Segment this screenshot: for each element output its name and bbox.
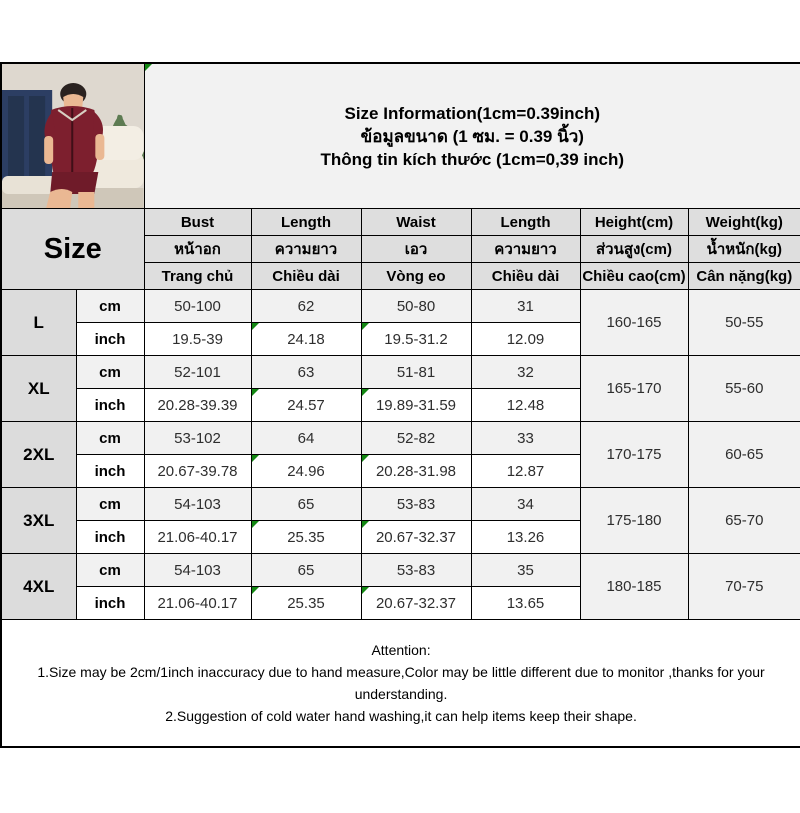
cell-value: 35	[471, 554, 580, 587]
cell-value: 32	[471, 356, 580, 389]
col-header-length1-th: ความยาว	[251, 236, 361, 263]
cell-value: 33	[471, 422, 580, 455]
cell-value: 20.67-32.37	[361, 587, 471, 620]
cell-value: 21.06-40.17	[144, 521, 251, 554]
cell-weight: 50-55	[688, 290, 800, 356]
attention-note	[1, 620, 800, 748]
cell-value: 24.18	[251, 323, 361, 356]
cell-weight: 60-65	[688, 422, 800, 488]
cell-value: 62	[251, 290, 361, 323]
table-row	[1, 554, 800, 587]
col-header-length1-vi: Chiều dài	[251, 263, 361, 290]
table-row	[1, 488, 800, 521]
bottom-margin	[0, 748, 800, 813]
cell-height: 170-175	[580, 422, 688, 488]
cell-value: 24.57	[251, 389, 361, 422]
size-information-title	[144, 63, 800, 209]
unit-cm: cm	[76, 356, 144, 389]
header-row-en	[1, 209, 800, 236]
table-row	[1, 290, 800, 323]
cell-value: 19.5-31.2	[361, 323, 471, 356]
cell-value: 53-83	[361, 488, 471, 521]
unit-inch: inch	[76, 455, 144, 488]
attention-line-2: 2.Suggestion of cold water hand washing,it can help items keep their shape.	[2, 705, 800, 727]
attention-line-1: 1.Size may be 2cm/1inch inaccuracy due to hand measure,Color may be little different due to monitor ,thanks for your understanding.	[2, 661, 800, 705]
cell-value: 65	[251, 488, 361, 521]
cell-value: 21.06-40.17	[144, 587, 251, 620]
size-chart-table	[0, 62, 800, 748]
title-row	[1, 63, 800, 209]
col-header-weight-en: Weight(kg)	[688, 209, 800, 236]
col-header-height-vi: Chiều cao(cm)	[580, 263, 688, 290]
title-line-th: ข้อมูลขนาด (1 ซม. = 0.39 นิ้ว)	[145, 125, 800, 148]
col-header-length1-en: Length	[251, 209, 361, 236]
cell-height: 160-165	[580, 290, 688, 356]
table-row	[1, 422, 800, 455]
size-label-2xl: 2XL	[1, 422, 76, 488]
col-header-length2-vi: Chiều dài	[471, 263, 580, 290]
unit-inch: inch	[76, 587, 144, 620]
cell-value: 31	[471, 290, 580, 323]
cell-value: 13.65	[471, 587, 580, 620]
cell-value: 52-82	[361, 422, 471, 455]
product-photo	[1, 63, 144, 209]
attention-heading: Attention:	[2, 639, 800, 661]
unit-cm: cm	[76, 554, 144, 587]
size-label-l: L	[1, 290, 76, 356]
cell-height: 175-180	[580, 488, 688, 554]
cell-value: 65	[251, 554, 361, 587]
size-label-xl: XL	[1, 356, 76, 422]
cell-value: 24.96	[251, 455, 361, 488]
size-header: Size	[1, 209, 144, 290]
unit-cm: cm	[76, 488, 144, 521]
unit-inch: inch	[76, 521, 144, 554]
cell-value: 25.35	[251, 587, 361, 620]
cell-value: 63	[251, 356, 361, 389]
unit-cm: cm	[76, 422, 144, 455]
cell-value: 13.26	[471, 521, 580, 554]
col-header-height-en: Height(cm)	[580, 209, 688, 236]
unit-cm: cm	[76, 290, 144, 323]
col-header-bust-en: Bust	[144, 209, 251, 236]
cell-value: 52-101	[144, 356, 251, 389]
cell-value: 20.28-31.98	[361, 455, 471, 488]
cell-value: 12.48	[471, 389, 580, 422]
cell-value: 51-81	[361, 356, 471, 389]
cell-value: 54-103	[144, 488, 251, 521]
top-margin	[0, 0, 800, 62]
cell-value: 12.87	[471, 455, 580, 488]
cell-weight: 65-70	[688, 488, 800, 554]
cell-value: 20.67-39.78	[144, 455, 251, 488]
cell-weight: 55-60	[688, 356, 800, 422]
size-label-3xl: 3XL	[1, 488, 76, 554]
cell-value: 50-80	[361, 290, 471, 323]
cell-value: 54-103	[144, 554, 251, 587]
col-header-weight-vi: Cân nặng(kg)	[688, 263, 800, 290]
cell-value: 20.67-32.37	[361, 521, 471, 554]
col-header-length2-th: ความยาว	[471, 236, 580, 263]
cell-value: 12.09	[471, 323, 580, 356]
col-header-weight-th: น้ำหนัก(kg)	[688, 236, 800, 263]
cell-value: 64	[251, 422, 361, 455]
col-header-waist-th: เอว	[361, 236, 471, 263]
col-header-height-th: ส่วนสูง(cm)	[580, 236, 688, 263]
col-header-bust-vi: Trang chủ	[144, 263, 251, 290]
title-line-vi: Thông tin kích thước (1cm=0,39 inch)	[145, 148, 800, 171]
cell-value: 50-100	[144, 290, 251, 323]
title-line-en: Size Information(1cm=0.39inch)	[145, 102, 800, 125]
cell-height: 180-185	[580, 554, 688, 620]
col-header-length2-en: Length	[471, 209, 580, 236]
product-photo-illustration	[2, 64, 144, 208]
col-header-bust-th: หน้าอก	[144, 236, 251, 263]
size-label-4xl: 4XL	[1, 554, 76, 620]
unit-inch: inch	[76, 323, 144, 356]
cell-value: 34	[471, 488, 580, 521]
cell-value: 53-83	[361, 554, 471, 587]
attention-row	[1, 620, 800, 748]
table-row	[1, 356, 800, 389]
cell-weight: 70-75	[688, 554, 800, 620]
cell-value: 19.5-39	[144, 323, 251, 356]
unit-inch: inch	[76, 389, 144, 422]
col-header-waist-vi: Vòng eo	[361, 263, 471, 290]
cell-height: 165-170	[580, 356, 688, 422]
cell-value: 25.35	[251, 521, 361, 554]
cell-value: 20.28-39.39	[144, 389, 251, 422]
cell-value: 19.89-31.59	[361, 389, 471, 422]
col-header-waist-en: Waist	[361, 209, 471, 236]
cell-value: 53-102	[144, 422, 251, 455]
